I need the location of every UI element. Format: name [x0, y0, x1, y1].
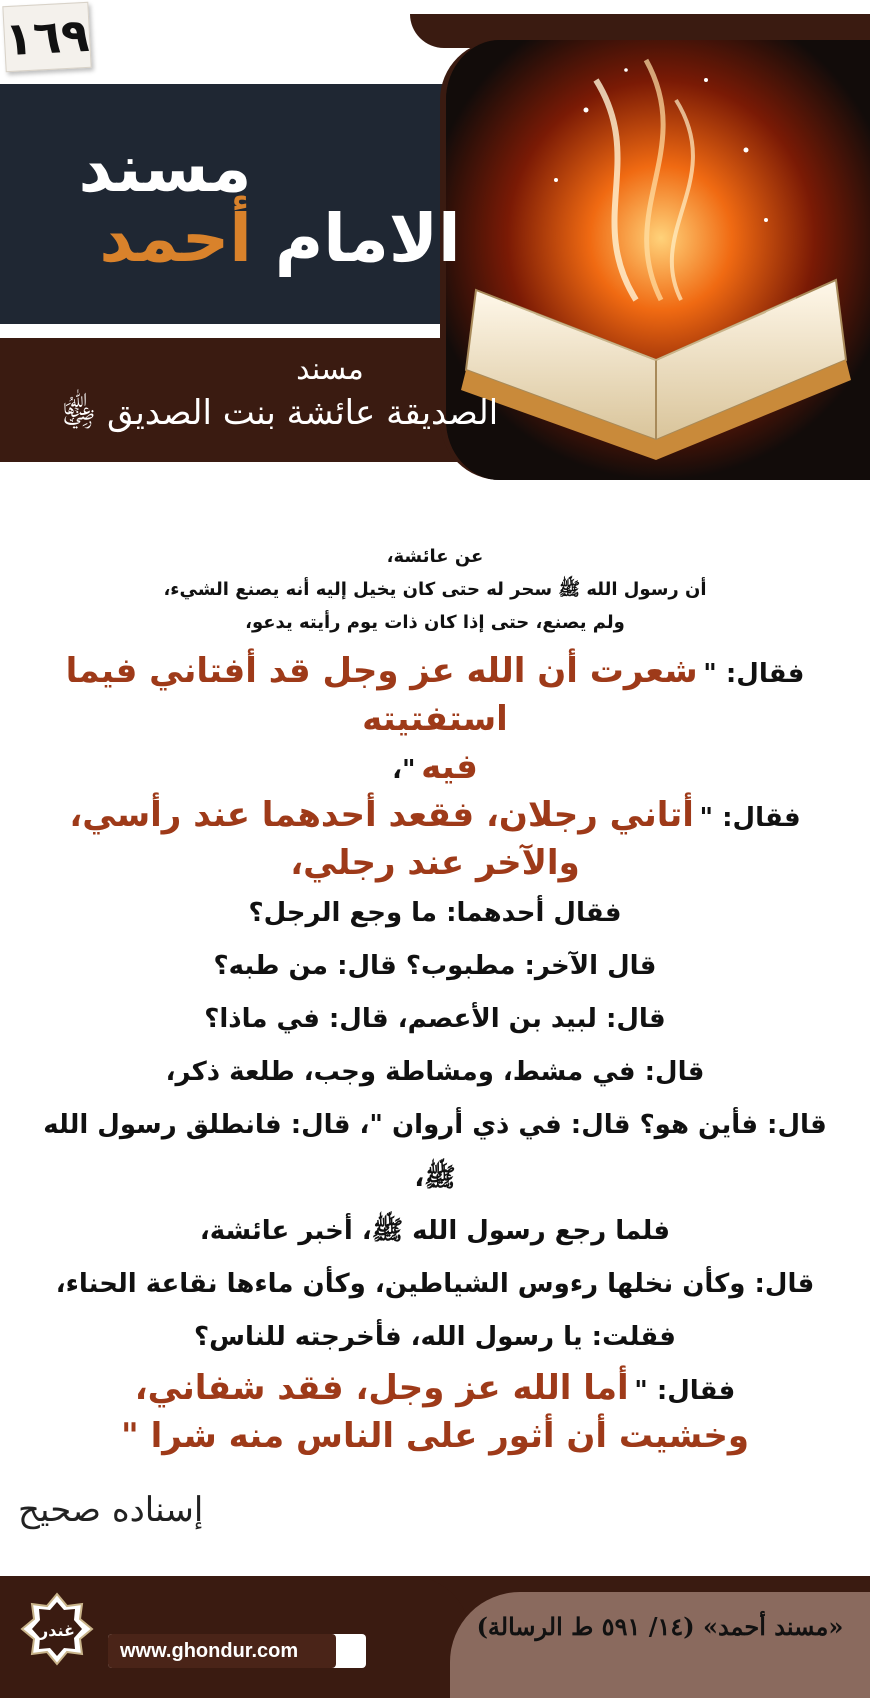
quote-text: وخشيت أن أثور على الناس منه شرا " [121, 1416, 749, 1456]
title-word-ahmad: أحمد [99, 200, 252, 277]
hadith-line: عن عائشة، [386, 546, 484, 567]
hadith-line: قال: فأين هو؟ قال: في ذي أروان "، قال: فانطلق رسول الله ﷺ، [43, 1110, 827, 1193]
speaker-label: فقال: " [699, 803, 801, 833]
hadith-line: ولم يصنع، حتى إذا كان ذات يوم رأيته يدعو، [245, 612, 625, 633]
website-link[interactable] [108, 1634, 336, 1668]
logo-text: غندر [39, 1621, 75, 1640]
hadith-line: قال: لبيد بن الأعصم، قال: في ماذا؟ [204, 1004, 666, 1034]
quote-text: شعرت أن الله عز وجل قد أفتاني فيما استفتيته [65, 651, 698, 739]
subtitle-line-2: الصديقة عائشة بنت الصديق ﵂ [61, 393, 499, 433]
source-reference: «مسند أحمد» (١٤/ ٥٩١ ط الرسالة) [476, 1612, 844, 1641]
speaker-label: فقال: " [634, 1376, 736, 1406]
hadith-line-quote [30, 839, 840, 887]
title-line-2 [40, 200, 520, 277]
title-line-1: مسند [78, 130, 252, 207]
hadith-line: فقال أحدهما: ما وجع الرجل؟ [248, 898, 622, 928]
hadith-line-quote [30, 647, 840, 743]
hadith-line: قال: في مشط، ومشاطة وجب، طلعة ذكر، [165, 1057, 705, 1087]
hadith-line-quote [30, 1412, 840, 1460]
header-banner [0, 0, 870, 480]
quote-text: فيه [421, 747, 478, 787]
hadith-line: قال الآخر: مطبوب؟ قال: من طبه؟ [213, 951, 657, 981]
hadith-line: فلما رجع رسول الله ﷺ، أخبر عائشة، [199, 1216, 671, 1246]
hadith-line-quote [30, 743, 840, 791]
subtitle-line-1: مسند [296, 352, 364, 387]
quote-close: "، [392, 755, 416, 785]
hadith-line-quote [30, 791, 840, 839]
hadith-line-quote [30, 1364, 840, 1412]
quote-text: والآخر عند رجلي، [290, 843, 580, 883]
website-url: www.ghondur.com [120, 1639, 299, 1662]
footer-source-panel [450, 1592, 870, 1698]
quote-text: أتاني رجلان، فقعد أحدهما عند رأسي، [69, 795, 694, 835]
hadith-line: أن رسول الله ﷺ سحر له حتى كان يخيل إليه أنه يصنع الشيء، [163, 579, 707, 600]
speaker-label: فقال: " [703, 659, 805, 689]
isnad-grading: إسناده صحيح [18, 1490, 204, 1530]
hadith-text [30, 540, 840, 1460]
page-number: ١٦٩ [2, 2, 91, 72]
ghondur-logo-icon [20, 1592, 94, 1666]
title-word-imam: الامام [274, 200, 461, 277]
hadith-line: قال: وكأن نخلها رءوس الشياطين، وكأن ماءها نقاعة الحناء، [55, 1269, 815, 1299]
hadith-line: فقلت: يا رسول الله، فأخرجته للناس؟ [194, 1322, 676, 1352]
quote-text: أما الله عز وجل، فقد شفاني، [134, 1368, 629, 1408]
